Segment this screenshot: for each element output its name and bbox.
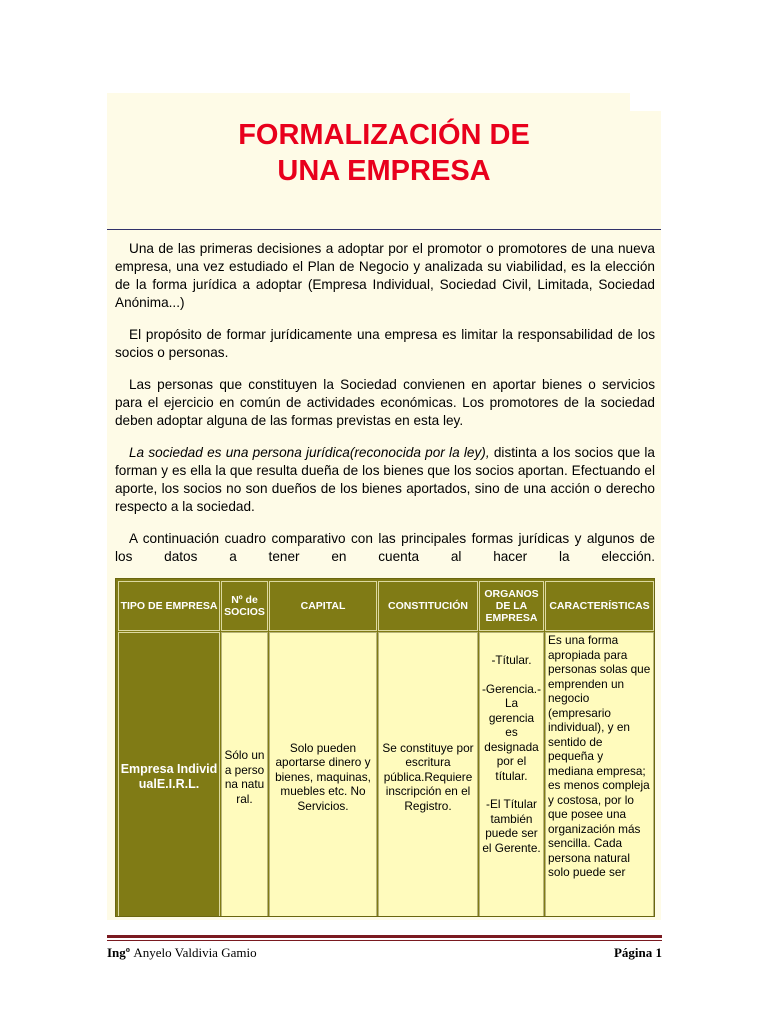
header-socios: Nº de SOCIOS	[221, 581, 268, 631]
body-text	[115, 240, 655, 580]
paragraph-1: Una de las primeras decisiones a adoptar por el promotor o promotores de una nueva empresa, una vez estudiado el Plan de Negocio y analizada su viabilidad, es la elección de la forma jurídica a adoptar (Empresa Individual, Sociedad Civil, Limitada, Sociedad Anónima...)	[115, 241, 655, 310]
header-caracteristicas: CARACTERÍSTICAS	[545, 581, 654, 631]
footer-author	[107, 945, 257, 961]
cell-organos	[479, 632, 544, 917]
footer-author-prefix: Ingº	[107, 945, 131, 960]
footer-divider-thick	[107, 935, 662, 938]
header-constitucion: CONSTITUCIÓN	[378, 581, 478, 631]
cell-constitucion-text: Se constituye por escritura pública.Requiere inscripción en el Registro.	[382, 740, 474, 813]
paragraph-4-rest: distinta a los socios que la forman y es ella la que resulta dueña de los bienes que los socios aportan. Efectuando el aporte, los socios no son dueños de los bienes aportados, sino de una acción o derecho respecto a la sociedad.	[115, 445, 655, 514]
cell-capital	[269, 632, 377, 917]
cell-constitucion	[378, 632, 478, 917]
paragraph-4-italic: La sociedad es una persona jurídica(reconocida por la ley),	[129, 445, 490, 460]
title-line-1: FORMALIZACIÓN DE	[238, 119, 530, 151]
panel-notch	[630, 93, 661, 111]
cell-capital-text: Solo pueden aportarse dinero y bienes, maquinas, muebles etc. No Servicios.	[275, 740, 371, 813]
cell-tipo	[118, 632, 220, 917]
paragraph-5: A continuación cuadro comparativo con las principales formas jurídicas y algunos de los datos a tener en cuenta al hacer la elección.	[115, 531, 655, 564]
organos-gerencia: -Gerencia.- La gerencia es designada por el títular.	[482, 681, 542, 783]
paragraph-3: Las personas que constituyen la Sociedad convienen en aportar bienes o servicios para el ejercicio en común de actividades económicas. Los promotores de la sociedad deben adoptar alguna de las formas previstas en esta ley.	[115, 377, 655, 428]
title-line-2: UNA EMPRESA	[277, 155, 491, 187]
cell-socios-text: Sólo una persona natural.	[224, 748, 265, 806]
organos-titular-gerente: -El Títular también puede ser el Gerente.	[482, 797, 541, 855]
cell-tipo-text: Empresa IndividualE.I.R.L.	[120, 762, 218, 791]
paragraph-4	[115, 444, 655, 516]
footer-divider-thin	[107, 940, 662, 941]
footer-author-name: Anyelo Valdivia Gamio	[133, 945, 257, 960]
cell-socios	[221, 632, 268, 917]
cell-caracteristicas-text: Es una forma apropiada para personas solas que emprenden un negocio (empresario individual), y en sentido de pequeña y mediana empresa; es menos compleja y costosa, por lo que posee una organización más sencilla. Cada persona natural solo puede ser	[548, 633, 651, 879]
footer-page-number: Página 1	[613, 945, 662, 960]
page-title	[107, 117, 661, 189]
header-capital: CAPITAL	[269, 581, 377, 631]
header-tipo: TIPO DE EMPRESA	[118, 581, 220, 631]
title-divider	[107, 229, 661, 230]
header-organos: ORGANOS DE LA EMPRESA	[479, 581, 544, 631]
cell-caracteristicas	[545, 632, 654, 917]
organos-titular: -Títular.	[491, 653, 532, 667]
paragraph-2: El propósito de formar jurídicamente una empresa es limitar la responsabilidad de los socios o personas.	[115, 327, 655, 360]
comparison-table	[115, 578, 655, 917]
